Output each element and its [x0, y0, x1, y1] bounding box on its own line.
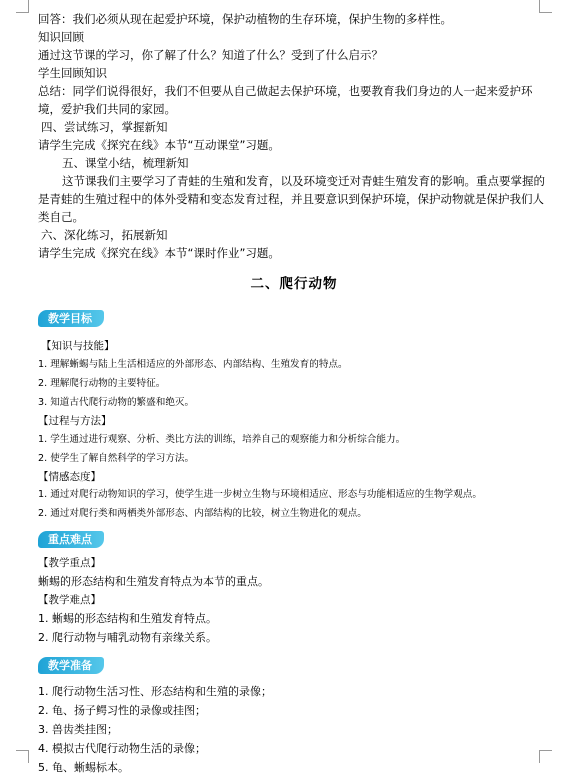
list-item: 5. 龟、蜥蜴标本。 — [38, 761, 129, 774]
subheading: 【过程与方法】 — [38, 415, 112, 427]
paragraph: 请学生完成《探究在线》本节“互动课堂”习题。 — [38, 138, 280, 152]
paragraph: 五、课堂小结，梳理新知 — [62, 156, 189, 170]
page-corner-mark — [16, 750, 29, 763]
paragraph: 回答：我们必须从现在起爱护环境，保护动植物的生存环境，保护生物的多样性。 — [38, 12, 452, 26]
key-section — [38, 531, 550, 548]
list-item: 3. 兽齿类挂图； — [38, 723, 118, 736]
list-item: 4. 模拟古代爬行动物生活的录像； — [38, 742, 206, 755]
list-item: 1. 爬行动物生活习性、形态结构和生殖的录像； — [38, 685, 272, 698]
paragraph: 蜥蜴的形态结构和生殖发育特点为本节的重点。 — [38, 575, 269, 588]
paragraph: 总结：同学们说得很好，我们不但要从自己做起去保护环境，也要教育我们身边的人一起来爱护环境，爱护我们共同的家园。 — [38, 84, 533, 116]
subheading: 【知识与技能】 — [41, 340, 115, 352]
subheading: 【教学重点】 — [38, 557, 101, 569]
paragraph: 六、深化练习，拓展新知 — [41, 228, 168, 242]
key-tag: 重点难点 — [38, 531, 104, 548]
list-item: 2. 理解爬行动物的主要特征。 — [38, 378, 166, 389]
subheading: 【情感态度】 — [38, 471, 101, 483]
paragraph: 请学生完成《探究在线》本节“课时作业”习题。 — [38, 246, 280, 260]
list-item: 1. 理解蜥蜴与陆上生活相适应的外部形态、内部结构、生殖发育的特点。 — [38, 359, 348, 370]
subheading: 【教学难点】 — [38, 594, 101, 606]
list-item: 2. 通过对爬行类和两栖类外部形态、内部结构的比较，树立生物进化的观点。 — [38, 508, 367, 519]
list-item: 2. 爬行动物与哺乳动物有亲缘关系。 — [38, 631, 217, 644]
goals-section — [38, 310, 550, 327]
list-item: 1. 学生通过进行观察、分析、类比方法的训练，培养自己的观察能力和分析综合能力。 — [38, 434, 406, 445]
list-item: 2. 龟、扬子鳄习性的录像或挂图； — [38, 704, 206, 717]
page-corner-mark — [16, 0, 29, 13]
section-title: 二、爬行动物 — [250, 276, 338, 292]
prep-tag: 教学准备 — [38, 657, 104, 674]
paragraph: 知识回顾 — [38, 30, 84, 44]
paragraph: 学生回顾知识 — [38, 66, 107, 80]
document-body — [38, 10, 550, 777]
list-item: 3. 知道古代爬行动物的繁盛和绝灭。 — [38, 397, 195, 408]
prep-section — [38, 657, 550, 674]
paragraph: 四、尝试练习，掌握新知 — [41, 120, 168, 134]
list-item: 2. 使学生了解自然科学的学习方法。 — [38, 453, 195, 464]
list-item: 1. 蜥蜴的形态结构和生殖发育特点。 — [38, 612, 217, 625]
paragraph: 通过这节课的学习，你了解了什么？知道了什么？受到了什么启示？ — [38, 48, 383, 62]
paragraph: 这节课我们主要学习了青蛙的生殖和发育，以及环境变迁对青蛙生殖发育的影响。重点要掌握的是青蛙的生殖过程中的体外受精和变态发育过程，并且要意识到保护环境，保护动物就是保护我们人类自己。 — [38, 174, 545, 224]
list-item: 1. 通过对爬行动物知识的学习，使学生进一步树立生物与环境相适应、形态与功能相适应的生物学观点。 — [38, 489, 482, 500]
goals-tag: 教学目标 — [38, 310, 104, 327]
